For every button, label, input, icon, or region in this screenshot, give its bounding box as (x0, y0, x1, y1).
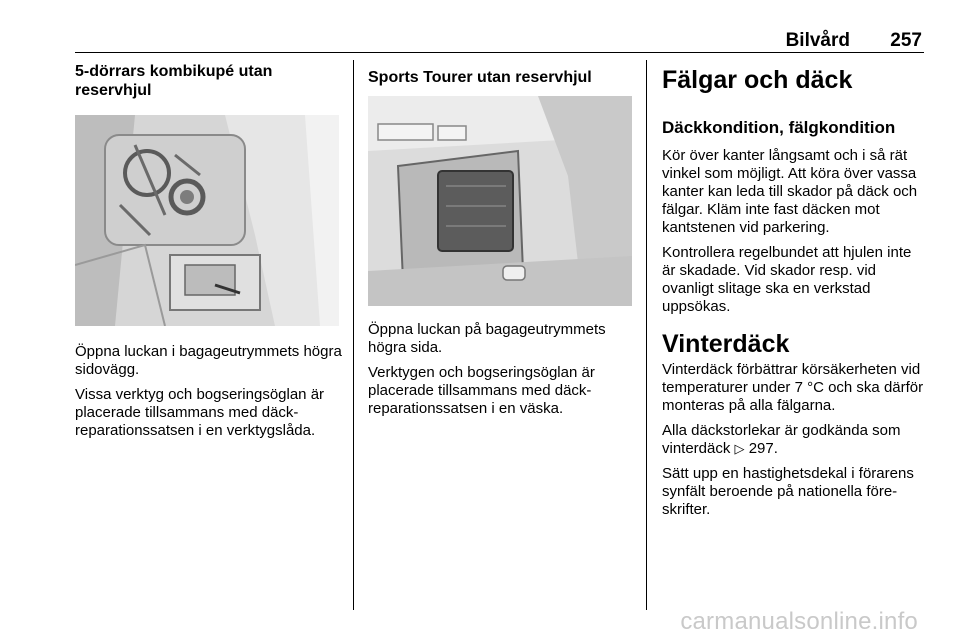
page-number: 257 (890, 30, 922, 51)
column-divider-1 (353, 60, 354, 610)
paragraph-open-hatch-st: Öppna luckan på bagageutrymmets högra sida. (368, 321, 606, 356)
figure-hatchback-tool-compartment (75, 115, 339, 326)
watermark: carmanualsonline.info (680, 608, 918, 635)
column-divider-2 (646, 60, 647, 610)
section-heading-rims-tyres: Fälgar och däck (662, 66, 853, 94)
column-3 (662, 65, 928, 526)
paragraph-check-wheels: Kontrollera regelbundet att hjulen inte är skadade. Vid skador resp. vid ovanligt slitage ska en verkstad uppsökas. (662, 244, 912, 315)
winter-sizes-text: Alla däckstorlekar är godkända som vinterdäck (662, 422, 901, 457)
paragraph-bag: Verktygen och bogseringsöglan är placerade tillsammans med däck-reparationssatsen i en väska. (368, 364, 595, 417)
figure-sports-tourer-compartment (368, 96, 632, 306)
running-header-title: Bilvård (785, 30, 850, 51)
column-1-text (75, 343, 350, 447)
page-reference[interactable]: 297. (748, 440, 778, 457)
column-2 (368, 68, 638, 87)
subheading-tyre-condition: Däckkondition, fälgkondition (662, 118, 896, 137)
paragraph-drive-over-edges: Kör över kanter långsamt och i så rät vinkel som möjligt. Att köra över vassa kanter kan leda till skador på däck och fälgar. Kläm inte fast däcken mot kantstenen vid parkering. (662, 147, 918, 236)
section-heading-hatchback: 5-dörrars kombikupé utan reservhjul (75, 63, 273, 99)
section-heading-winter-tyres: Vinterdäck (662, 330, 790, 358)
paragraph-speed-sticker: Sätt upp en hastighetsdekal i förarens synfält beroende på nationella före-skrifter. (662, 465, 914, 518)
paragraph-open-hatch: Öppna luckan i bagageutrymmets högra sidovägg. (75, 343, 342, 378)
section-heading-sports-tourer: Sports Tourer utan reservhjul (368, 69, 592, 86)
column-2-text (368, 321, 643, 425)
column-1 (75, 62, 345, 100)
paragraph-winter-sizes (662, 422, 928, 458)
paragraph-toolbox: Vissa verktyg och bogseringsöglan är placerade tillsammans med däck-reparationssatsen i en verktygslåda. (75, 386, 325, 439)
paragraph-winter-safety: Vinterdäck förbättrar körsäkerheten vid temperaturer under 7 °C och ska därför monteras på alla fälgarna. (662, 361, 924, 414)
reference-arrow-icon: ▷ (734, 441, 745, 456)
header-rule (75, 52, 924, 53)
